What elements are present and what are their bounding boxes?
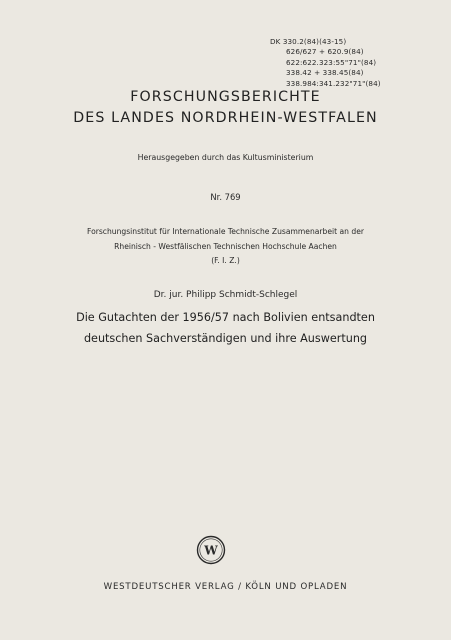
dk-line-2: 626/627 + 620.9(84) (286, 47, 364, 57)
report-number: Nr. 769 (210, 192, 241, 202)
institute-line-1: Forschungsinstitut für Internationale Technische Zusammenarbeit an der (86, 227, 365, 236)
dk-classification (270, 37, 445, 89)
author: Dr. jur. Philipp Schmidt-Schlegel (153, 290, 298, 300)
dk-line-3: 622:622.323:55"71"(84) (286, 57, 377, 67)
dk-line-5: 338.984:341.232"71"(84) (286, 78, 381, 88)
institute-line-2: Rheinisch - Westfälischen Technischen Hochschule Aachen (114, 241, 337, 251)
work-title-line-2: deutschen Sachverständigen und ihre Auswertung (83, 332, 368, 345)
work-title-line-1: Die Gutachten der 1956/57 nach Bolivien entsandten (76, 311, 375, 324)
publisher-logo-icon (196, 535, 226, 565)
work-title (0, 307, 451, 349)
editor-line: Herausgegeben durch das Kultusministerium (137, 153, 314, 162)
institute-block (0, 225, 451, 269)
publisher: WESTDEUTSCHER VERLAG / KÖLN UND OPLADEN (103, 582, 348, 592)
publisher-logo-letter: W (204, 543, 218, 558)
institute-line-3: (F. I. Z.) (211, 256, 240, 265)
series-title-line-2: DES LANDES NORDRHEIN-WESTFALEN (73, 110, 378, 126)
dk-line-1: DK 330.2(84)(43-15) (270, 37, 347, 46)
series-title-line-1: FORSCHUNGSBERICHTE (130, 89, 321, 105)
dk-line-4: 338.42 + 338.45(84) (286, 68, 364, 78)
